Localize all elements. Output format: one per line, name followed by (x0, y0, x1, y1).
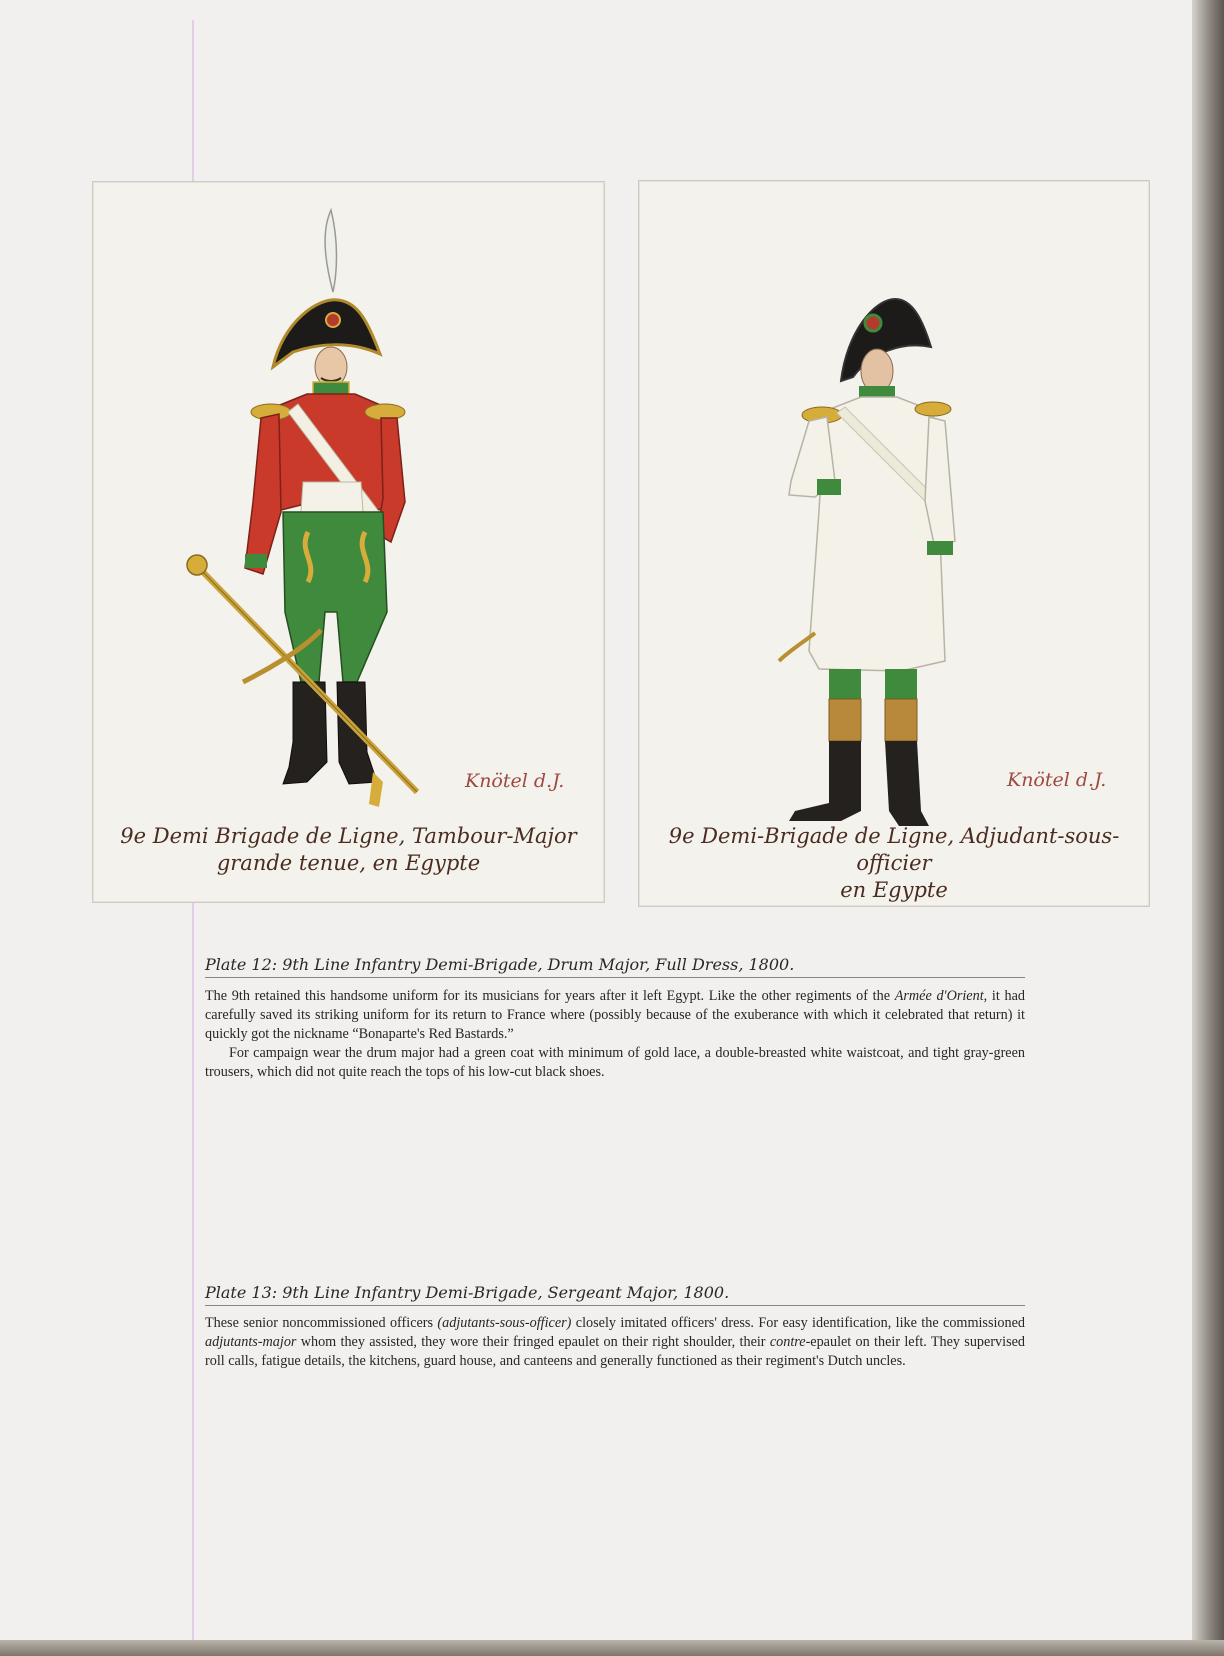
italic-term: adjutants-major (205, 1334, 297, 1350)
text-run: The 9th retained this handsome uniform for its musicians for years after it left Egypt. Like the other regiments of the (205, 988, 895, 1004)
plate-illustration-adjudant (638, 180, 1150, 907)
drum-major-figure (93, 182, 604, 902)
plate-12-description (205, 987, 1025, 1082)
plate-caption-line-2: en Egypte (840, 878, 948, 902)
text-run: -epaulet on their left. They supervised roll calls, fatigue details, the kitchens, guard house, and canteens and generally functioned as their regiment's Dutch uncles. (205, 1334, 1025, 1369)
plate-caption (93, 823, 604, 877)
plate-caption-line-1: 9e Demi-Brigade de Ligne, Adjudant-sous-officier (668, 824, 1120, 875)
italic-term: Armée d'Orient (894, 988, 984, 1004)
text-run: whom they assisted, they wore their fringed epaulet on their right shoulder, their (296, 1334, 770, 1350)
plate-13-description (205, 1314, 1025, 1371)
plate-caption-line-2: grande tenue, en Egypte (216, 851, 481, 875)
plate-illustration-drum-major (92, 181, 605, 903)
artist-signature: Knötel d.J. (1007, 769, 1107, 791)
book-bottom-edge (0, 1640, 1224, 1656)
text-run: , it had carefully saved its striking uniform for its return to France where (possibly because of the exuberance with which it celebrated that return) it quickly got the nickname “Bonaparte's Red Bastards.” (205, 988, 1025, 1042)
plate-12-paragraph-1 (205, 987, 1025, 1044)
plate-13-paragraph (205, 1314, 1025, 1371)
plate-12-paragraph-2: For campaign wear the drum major had a green coat with minimum of gold lace, a double-breasted white waistcoat, and tight gray-green trousers, which did not quite reach the tops of his low-cut black shoes. (205, 1045, 1025, 1080)
italic-term: (adjutants-sous-officer) (437, 1315, 572, 1331)
plate-13-heading: Plate 13: 9th Line Infantry Demi-Brigade, Sergeant Major, 1800. (205, 1283, 1025, 1306)
artist-signature: Knötel d.J. (465, 770, 565, 792)
italic-term: contre (769, 1334, 806, 1350)
text-run: These senior noncommissioned officers (205, 1315, 438, 1331)
adjudant-figure (639, 181, 1149, 906)
book-page-edge (1192, 0, 1224, 1656)
plate-caption (639, 823, 1149, 904)
plate-caption-line-1: 9e Demi Brigade de Ligne, Tambour-Major (120, 824, 577, 848)
text-run: closely imitated officers' dress. For easy identification, like the commissioned (571, 1315, 1025, 1331)
plate-12-heading: Plate 12: 9th Line Infantry Demi-Brigade, Drum Major, Full Dress, 1800. (205, 955, 1025, 978)
